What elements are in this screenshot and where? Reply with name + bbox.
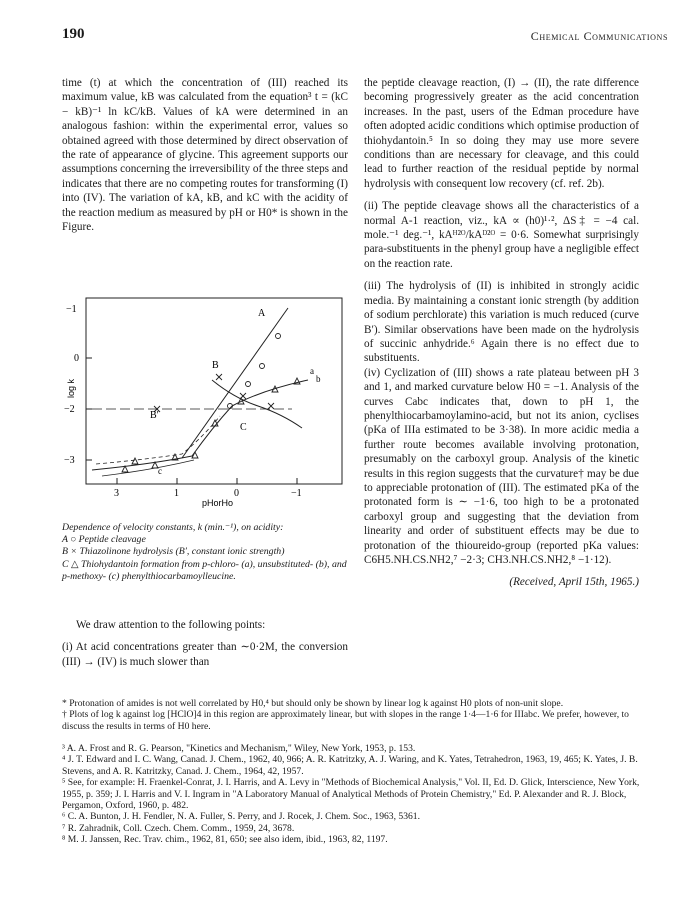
reference-4: ⁴ J. T. Edward and I. C. Wang, Canad. J. Chem., 1962, 40, 966; A. R. Katritzky, A. J. Waring, and K. Yates, Tetrahedron, 1963, 19, 465; K. Yates, J. B. Stevens, and A. R. Katritzky, Canad. J. Chem., 1964, 42, 1957.: [62, 754, 638, 777]
caption-title: Dependence of velocity constants, k (min.⁻¹), on acidity:: [62, 522, 284, 533]
curve-c-b: [102, 460, 194, 476]
xtick-2: 0: [234, 488, 239, 499]
y-axis-label: log k: [66, 378, 76, 398]
left-column-top: [62, 76, 348, 234]
figure-caption: [62, 522, 348, 583]
left-paragraph-2: We draw attention to the following points:: [76, 619, 266, 631]
curve-c: [92, 380, 308, 470]
figure: [62, 288, 348, 512]
right-paragraph-4: (iv) Cyclization of (III) shows a rate plateau between pH 3 and 1, and marked curvature below H0 = −1. Analysis of the curves Cabc indicates that, down to pH 1, the phenylthiocarbamoylamino-acid, but not its anion, cyclises (pKa of IIIa estimated to be 3·38). In more acidic media a further route becomes available involving protonation, presumably on the carboxyl group. Analysis of the kinetic results in this region suggests that the curvature† may be due to appreciable protonation of (III). The estimated pKa of the protonated form is ∼ −1·6, too high to be a protonated carboxyl group and suggesting that the deviation from linearity and order of substituent effects may be due to protonation of the thioureido-group (reported pKa values: C6H5.NH.CS.NH2,⁷ −2·3; CH3.NH.CS.NH2,⁸ −1·12).: [364, 366, 639, 566]
label-b-prime: B′: [150, 410, 159, 421]
figure-plot: [62, 288, 348, 512]
ytick-1: −2: [64, 404, 75, 415]
received-date: (Received, April 15th, 1965.): [509, 576, 639, 589]
reference-8: ⁸ M. J. Janssen, Rec. Trav. chim., 1962, 81, 650; see also idem, ibid., 1963, 82, 1197.: [62, 834, 388, 846]
right-column: [364, 76, 639, 590]
plot-frame: [86, 298, 342, 484]
xtick-3: −1: [291, 488, 302, 499]
caption-c: C △ Thiohydantoin formation from p-chloro- (a), unsubstituted- (b), and p-methoxy- (c) phenylthiocarbamoylleucine.: [62, 558, 347, 582]
right-paragraph-1: the peptide cleavage reaction, (I) → (II), the rate difference becoming progressively greater as the acid concentration increases. In the past, users of the Edman procedure have often adopted acidic conditions which optimise production of thiohydantoin.⁵ In so doing they may use more severe conditions than are necessary for cleavage, and this could lead to further reaction of the residual peptide by normal hydrolysis with consequent low recovery (cf. ref. 2b).: [364, 77, 639, 190]
reference-5: ⁵ See, for example: H. Fraenkel-Conrat, J. I. Harris, and A. Levy in "Methods of Biochemical Analysis," Vol. II, Ed. D. Glick, Interscience, New York, 1955, p. 359; J. I. Harris and V. I. Ingram in "A Laboratory Manual of Analytical Methods of Protein Chemistry," Ed. P. Alexander and R. J. Block, Pergamon, Oxford, 1960, p. 482.: [62, 777, 640, 812]
caption-b: B × Thiazolinone hydrolysis (B′, constant ionic strength): [62, 546, 285, 558]
reference-7: ⁷ R. Zahradnik, Coll. Czech. Chem. Comm., 1959, 24, 3678.: [62, 822, 295, 834]
label-b-sub: b: [316, 374, 321, 384]
journal-title: Chemical Communications: [530, 29, 668, 43]
ytick-2: −3: [64, 455, 75, 466]
xtick-0: 3: [114, 488, 119, 499]
label-a: A: [258, 308, 266, 319]
right-paragraph-3: (iii) The hydrolysis of (II) is inhibited in strongly acidic media. By maintaining a constant ionic strength (by addition of sodium perchlorate) this variation is much reduced (curve B′). Similar observations have been made on the hydrolysis of succinic anhydride.⁶ Again there is no effect due to substituents.: [364, 280, 639, 365]
label-c-sub: c: [158, 466, 162, 476]
ytick-0: 0: [74, 353, 79, 364]
label-c: C: [240, 422, 247, 433]
curve-a: [182, 308, 288, 458]
ytick-3: −1: [66, 304, 77, 315]
reference-3: ³ A. A. Frost and R. G. Pearson, "Kinetics and Mechanism," Wiley, New York, 1953, p. 153.: [62, 743, 416, 754]
label-b: B: [212, 360, 219, 371]
xtick-1: 1: [174, 488, 179, 499]
label-a-sub: a: [310, 366, 314, 376]
footnote-2: † Plots of log k against log [HClO]4 in this region are approximately linear, but with slopes in the range 1·4—1·6 for IIIabc. We prefer, however, to discuss the results in terms of H0 here.: [62, 709, 629, 732]
caption-a: A ○ Peptide cleavage: [62, 534, 146, 546]
x-axis-label: pHorHo: [202, 498, 234, 508]
right-paragraph-2: (ii) The peptide cleavage shows all the characteristics of a normal A-1 reaction, viz., kA ∝ (h0)¹·², ΔS‡ = −4 cal. mole.⁻¹ deg.⁻¹, kAᴴ²ᴼ/kAᴰ²ᴼ = 0·6. Somewhat surprisingly para-substituents in the phenyl group have a negligible effect on the reaction rate.: [364, 200, 639, 270]
left-paragraph-3: (i) At acid concentrations greater than ∼0·2M, the conversion (III) → (IV) is much slower than: [62, 641, 348, 668]
left-column-bottom: [62, 618, 348, 669]
footnotes: [62, 698, 640, 732]
footnote-1: * Protonation of amides is not well correlated by H0,⁴ but should only be shown by linear log k against H0 plots of non-unit slope.: [62, 698, 564, 709]
left-paragraph-1: time (t) at which the concentration of (III) reached its maximum value, kB was calculated from the equation³ t = (kC − kB)⁻¹ ln kC/kB. Values of kA were determined in an analogous fashion: within the experimental error, values so obtained agreed with those determined by direct observation of the rate of appearance of glycine. This agreement supports our assumptions concerning the irreversibility of the three steps and indicates that there are no competing routes for transforming (I) into (IV). The variation of kA, kB, and kC with the acidity of the reaction medium as measured by pH or H0* is shown in the Figure.: [62, 77, 348, 234]
reference-6: ⁶ C. A. Bunton, J. H. Fendler, N. A. Fuller, S. Perry, and J. Rocek, J. Chem. Soc., 1963, 5361.: [62, 811, 420, 823]
curve-c-a: [96, 416, 220, 464]
curve-b: [212, 380, 302, 428]
page-number: 190: [62, 26, 85, 42]
references: [62, 743, 640, 846]
